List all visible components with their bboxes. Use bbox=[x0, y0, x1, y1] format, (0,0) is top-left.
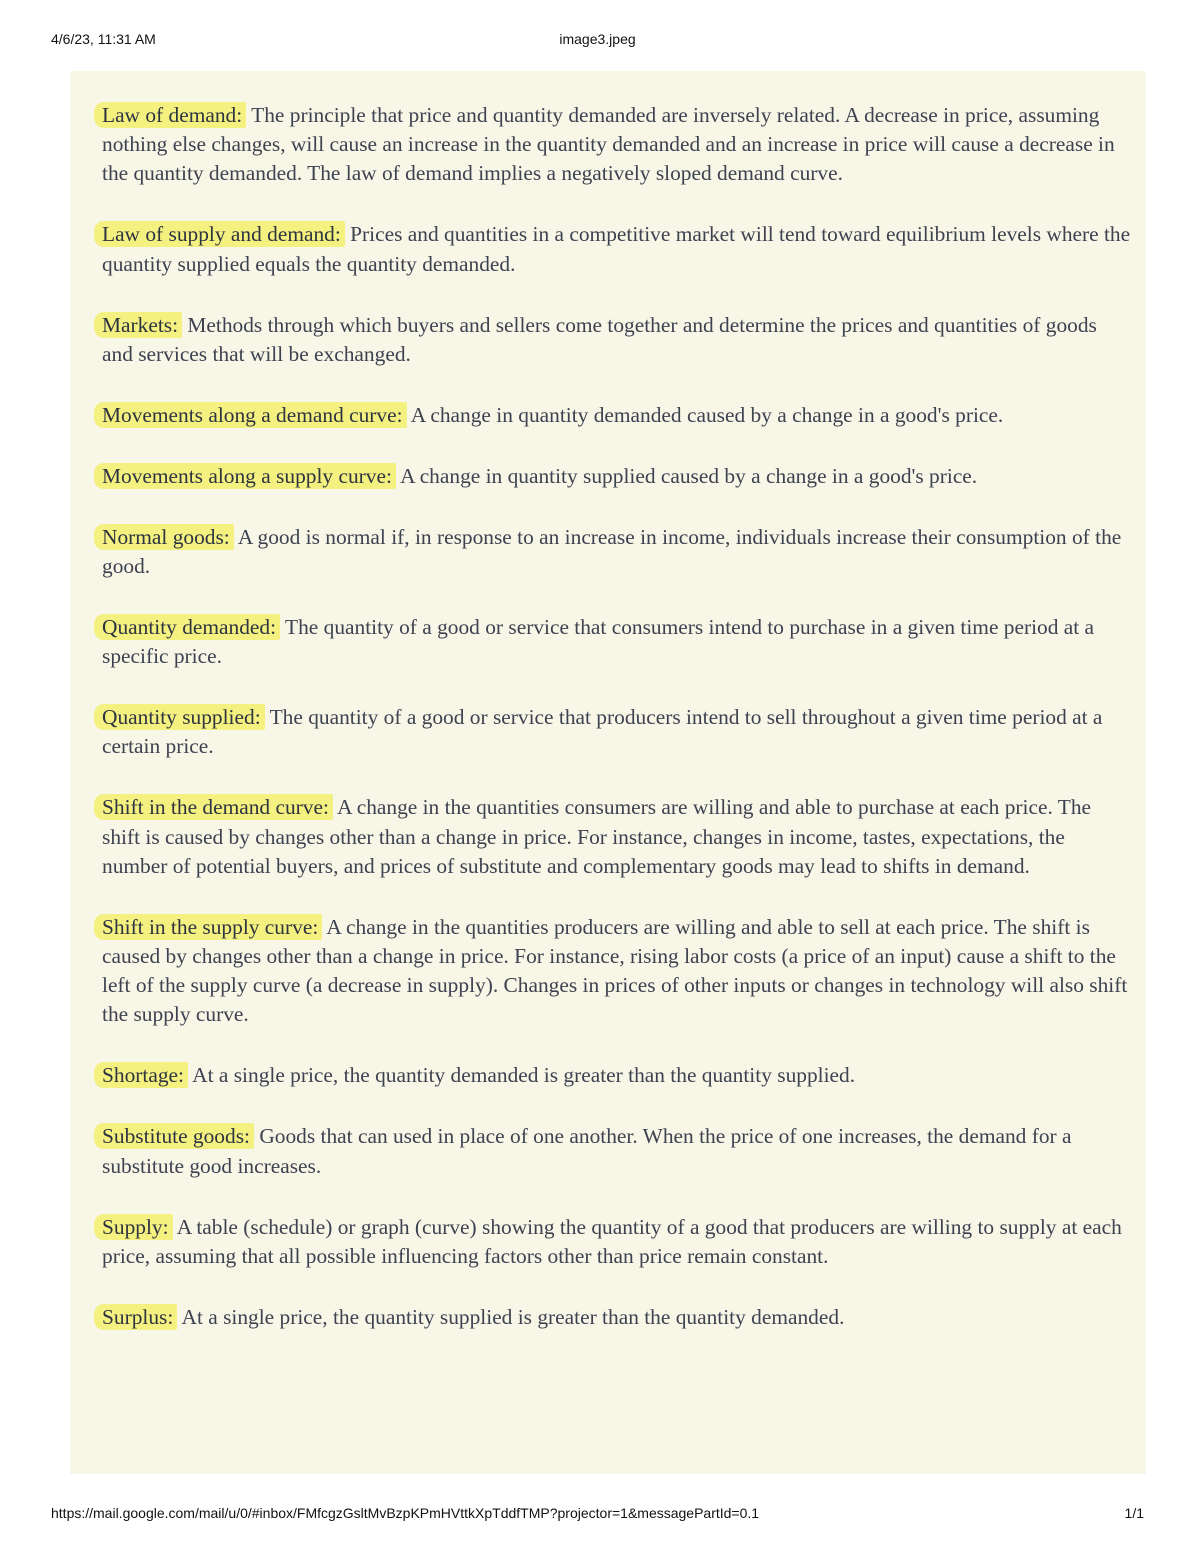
glossary-entry-law-of-supply-and-demand bbox=[102, 220, 1132, 278]
glossary-definition: A change in the quantities producers are willing and able to sell at each price. The shift is caused by changes other than a change in price. For instance, rising labor costs (a price of an input) cause a shift to the left of the supply curve (a decrease in supply). Changes in prices of other inputs or changes in technology will also shift the supply curve. bbox=[102, 914, 1128, 1027]
glossary-term: Shortage: bbox=[102, 1062, 188, 1088]
glossary-term: Substitute goods: bbox=[102, 1123, 254, 1149]
glossary-entry-movements-along-demand-curve bbox=[102, 401, 1132, 430]
glossary-definition: Goods that can used in place of one another. When the price of one increases, the demand for a substitute good increases. bbox=[102, 1124, 1072, 1178]
glossary-definition: A good is normal if, in response to an increase in income, individuals increase their consumption of the good. bbox=[102, 524, 1122, 579]
glossary-term: Law of supply and demand: bbox=[102, 221, 345, 247]
glossary-entry-quantity-supplied bbox=[102, 703, 1132, 761]
glossary-definition: A change in quantity demanded caused by a change in a good's price. bbox=[406, 402, 1004, 427]
glossary-term: Supply: bbox=[102, 1214, 173, 1240]
glossary-definition: A change in quantity supplied caused by a change in a good's price. bbox=[395, 463, 978, 488]
glossary-entry-movements-along-supply-curve bbox=[102, 462, 1132, 491]
glossary-term: Law of demand: bbox=[102, 102, 246, 128]
glossary-term: Normal goods: bbox=[102, 524, 234, 550]
glossary-entry-shift-in-demand-curve bbox=[102, 793, 1132, 881]
print-datetime: 4/6/23, 11:31 AM bbox=[51, 31, 156, 47]
glossary-entry-supply bbox=[102, 1213, 1132, 1271]
print-title: image3.jpeg bbox=[559, 31, 636, 47]
print-footer bbox=[51, 1505, 1144, 1525]
glossary-definition: At a single price, the quantity demanded is greater than the quantity supplied. bbox=[187, 1063, 856, 1088]
glossary-entry-law-of-demand bbox=[102, 101, 1132, 189]
glossary-term: Movements along a supply curve: bbox=[102, 463, 396, 489]
glossary-term: Markets: bbox=[102, 312, 182, 338]
glossary-term: Surplus: bbox=[102, 1304, 177, 1330]
glossary-list bbox=[102, 101, 1132, 1364]
glossary-definition: A change in the quantities consumers are willing and able to purchase at each price. The shift is caused by changes other than a change in price. For instance, changes in income, tastes, expectations, the number of potential buyers, and prices of substitute and complementary goods may lead to shifts in demand. bbox=[102, 795, 1092, 878]
document-image bbox=[70, 71, 1146, 1474]
glossary-entry-surplus bbox=[102, 1303, 1132, 1332]
glossary-entry-markets bbox=[102, 311, 1132, 369]
print-page-number: 1/1 bbox=[1124, 1505, 1144, 1521]
glossary-entry-shortage bbox=[102, 1061, 1132, 1090]
glossary-definition: The quantity of a good or service that consumers intend to purchase in a given time period at a specific price. bbox=[102, 615, 1095, 669]
glossary-entry-shift-in-supply-curve bbox=[102, 913, 1132, 1030]
glossary-term: Quantity demanded: bbox=[102, 614, 280, 640]
glossary-term: Shift in the demand curve: bbox=[102, 794, 333, 820]
glossary-definition: The quantity of a good or service that producers intend to sell throughout a given time period at a certain price. bbox=[102, 705, 1103, 759]
print-header bbox=[51, 31, 1144, 51]
glossary-entry-quantity-demanded bbox=[102, 613, 1132, 671]
glossary-term: Movements along a demand curve: bbox=[102, 402, 407, 428]
print-url: https://mail.google.com/mail/u/0/#inbox/FMfcgzGsltMvBzpKPmHVttkXpTddfTMP?projector=1&messagePartId=0.1 bbox=[51, 1505, 760, 1521]
glossary-definition: At a single price, the quantity supplied is greater than the quantity demanded. bbox=[177, 1304, 845, 1329]
glossary-definition: The principle that price and quantity demanded are inversely related. A decrease in price, assuming nothing else changes, will cause an increase in the quantity demanded and an increase in price will cause a decrease in the quantity demanded. The law of demand implies a negatively sloped demand curve. bbox=[102, 103, 1115, 186]
glossary-entry-substitute-goods bbox=[102, 1122, 1132, 1180]
glossary-definition: A table (schedule) or graph (curve) showing the quantity of a good that producers are willing to supply at each price, assuming that all possible influencing factors other than price remain constant. bbox=[102, 1214, 1122, 1268]
glossary-definition: Prices and quantities in a competitive market will tend toward equilibrium levels where the quantity supplied equals the quantity demanded. bbox=[102, 222, 1131, 276]
glossary-definition: Methods through which buyers and sellers come together and determine the prices and quantities of goods and services that will be exchanged. bbox=[102, 312, 1097, 366]
glossary-entry-normal-goods bbox=[102, 523, 1132, 581]
glossary-term: Quantity supplied: bbox=[102, 704, 265, 730]
glossary-term: Shift in the supply curve: bbox=[102, 914, 322, 940]
